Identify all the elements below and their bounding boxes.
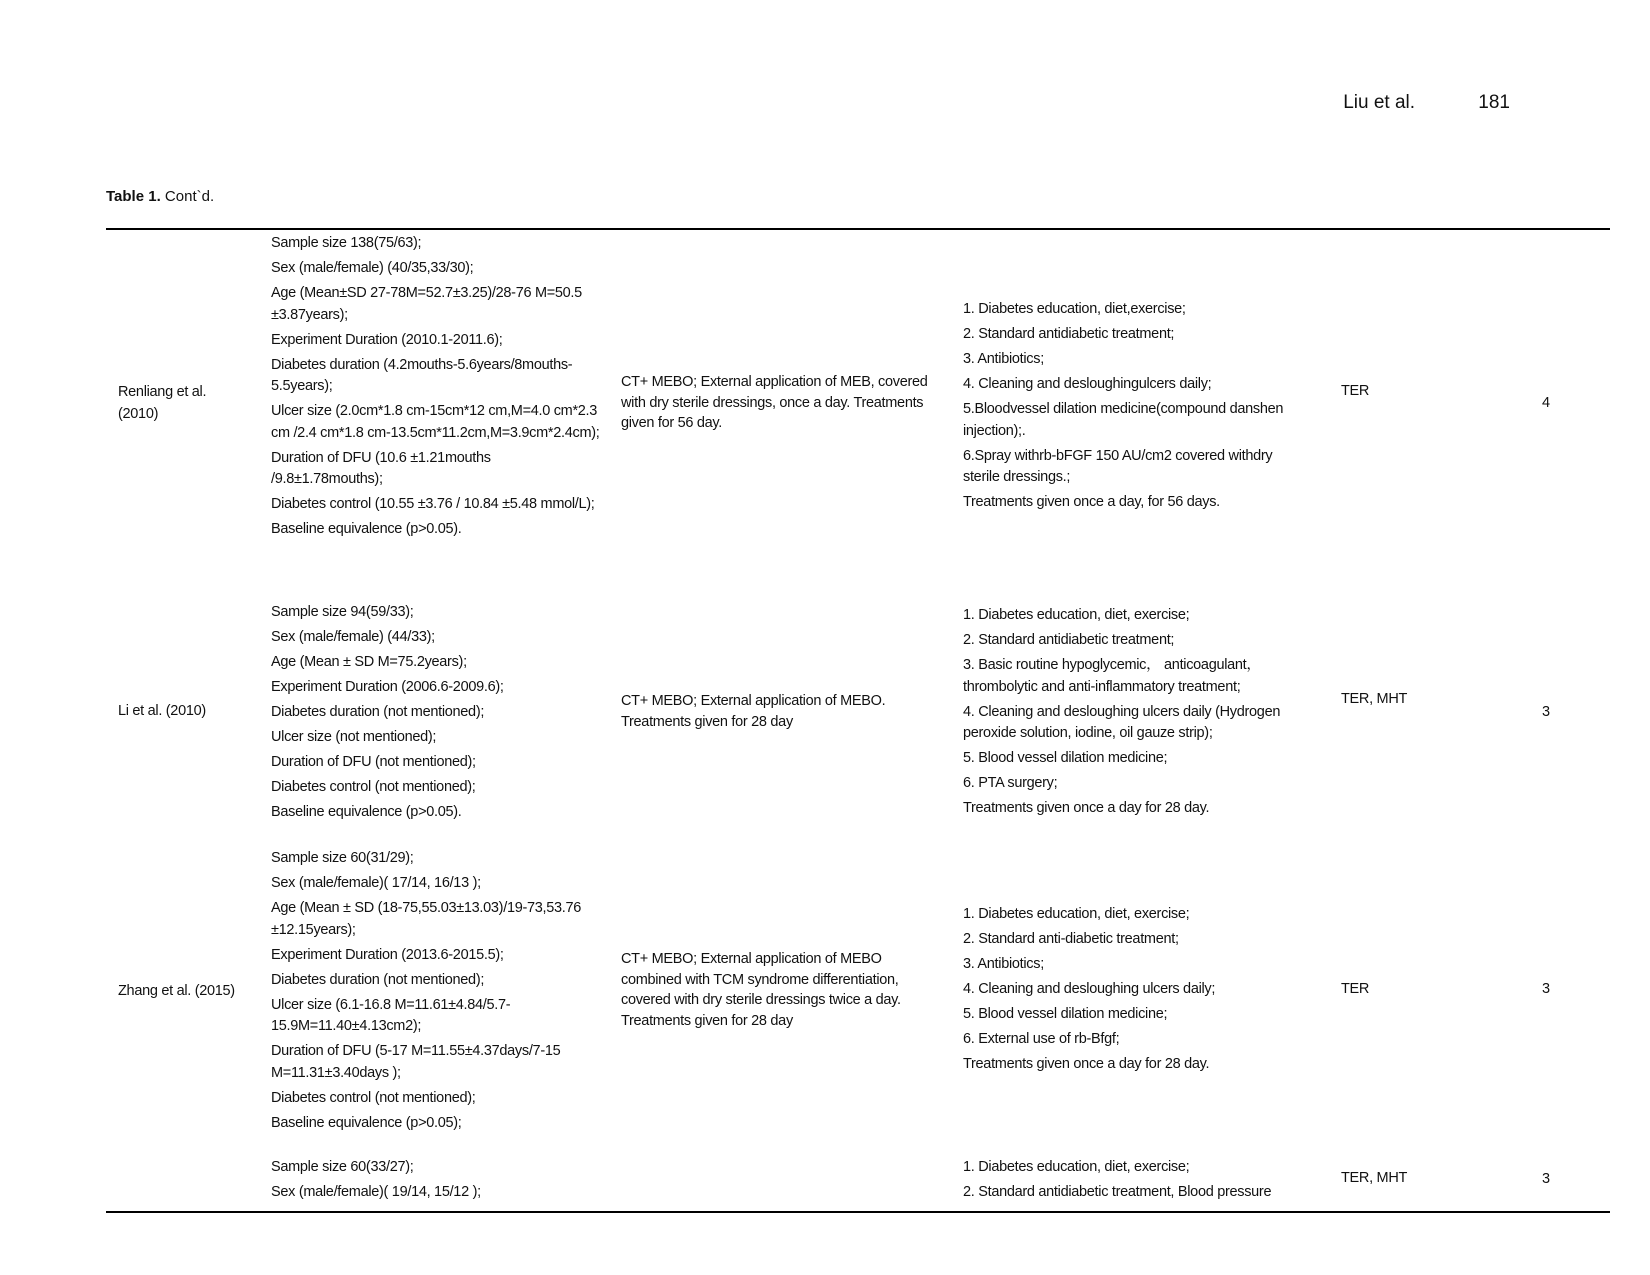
participant-line: Baseline equivalence (p>0.05); [271, 1114, 462, 1131]
participant-line: Age (Mean ± SD (18-75,55.03±13.03)/19-73,53.76 ±12.15years); [271, 900, 582, 938]
control-line: 5.Bloodvessel dilation medicine(compound danshen injection);. [963, 401, 1284, 439]
control-line: 4. Cleaning and desloughing ulcers daily; [963, 981, 1216, 997]
participant-line: Sex (male/female) (44/33); [271, 629, 435, 645]
participant-line: Baseline equivalence (p>0.05). [271, 521, 462, 537]
control-line: 1. Diabetes education, diet, exercise; [963, 607, 1190, 623]
participant-line: Diabetes duration (not mentioned); [271, 971, 485, 988]
table-caption-label: Table 1. [106, 188, 161, 205]
experimental-cell: CT+ MEBO; External application of MEB, covered with dry sterile dressings, once a day. Treatments given for 56 day. [621, 374, 928, 431]
table-caption-text: Cont`d. [164, 188, 215, 205]
outcome-cell: TER, MHT [1341, 691, 1408, 707]
participant-line: Sex (male/female)( 19/14, 15/12 ); [271, 1184, 481, 1200]
score-cell: 3 [1542, 704, 1550, 720]
control-line: 2. Standard antidiabetic treatment; [963, 326, 1175, 342]
control-line: 6. PTA surgery; [963, 775, 1058, 791]
control-cell [963, 904, 1303, 1079]
participant-line: Sex (male/female)( 17/14, 16/13 ); [271, 875, 481, 891]
table-caption [106, 188, 214, 205]
participant-line: Age (Mean±SD 27-78M=52.7±3.25)/28-76 M=50.5 ±3.87years); [271, 285, 582, 323]
control-cell [963, 1157, 1303, 1207]
control-line: Treatments given once a day for 28 day. [963, 800, 1210, 816]
score-cell: 3 [1542, 1171, 1550, 1187]
participant-line: Experiment Duration (2006.6-2009.6); [271, 679, 504, 695]
control-line: 3. Antibiotics; [963, 956, 1044, 972]
control-cell [963, 299, 1303, 517]
participant-line: Duration of DFU (not mentioned); [271, 754, 476, 770]
control-line: 4. Cleaning and desloughing ulcers daily (Hydrogen peroxide solution, iodine, oil gauze strip); [963, 703, 1281, 741]
participants-cell [271, 602, 601, 827]
control-line: Treatments given once a day, for 56 days. [963, 494, 1220, 510]
control-line: 1. Diabetes education, diet, exercise; [963, 906, 1190, 922]
participant-line: Duration of DFU (10.6 ±1.21mouths /9.8±1.78mouths); [271, 449, 491, 487]
outcome-cell: TER [1341, 981, 1370, 997]
control-line: 2. Standard antidiabetic treatment, Blood pressure [963, 1184, 1272, 1200]
control-line: 2. Standard anti-diabetic treatment; [963, 931, 1179, 947]
participant-line: Diabetes duration (4.2mouths-5.6years/8mouths-5.5years); [271, 356, 573, 394]
experimental-cell: CT+ MEBO; External application of MEBO. Treatments given for 28 day [621, 693, 886, 730]
outcome-cell: TER [1341, 383, 1370, 399]
participant-line: Diabetes duration (not mentioned); [271, 704, 485, 720]
control-line: 1. Diabetes education, diet, exercise; [963, 1159, 1190, 1175]
control-line: 1. Diabetes education, diet,exercise; [963, 301, 1186, 317]
participant-line: Experiment Duration (2013.6-2015.5); [271, 946, 504, 963]
outcome-cell: TER, MHT [1341, 1170, 1408, 1186]
participant-line: Diabetes control (not mentioned); [271, 1089, 476, 1106]
participant-line: Sample size 60(33/27); [271, 1159, 414, 1175]
participant-line: Sample size 94(59/33); [271, 604, 414, 620]
control-line: 6. External use of rb-Bfgf; [963, 1031, 1120, 1047]
score-cell: 4 [1542, 395, 1550, 411]
participants-cell [271, 848, 601, 1138]
control-line: 5. Blood vessel dilation medicine; [963, 750, 1168, 766]
experimental-cell: CT+ MEBO; External application of MEBO combined with TCM syndrome differentiation, covered with dry sterile dressings twice a day. Treatments given for 28 day [621, 951, 901, 1029]
participant-line: Sample size 60(31/29); [271, 850, 414, 866]
control-line: Treatments given once a day for 28 day. [963, 1056, 1210, 1072]
study-cell: Zhang et al. (2015) [118, 983, 235, 999]
participant-line: Experiment Duration (2010.1-2011.6); [271, 331, 503, 348]
control-line: 4. Cleaning and desloughingulcers daily; [963, 376, 1212, 392]
participants-cell [271, 233, 601, 544]
page-number: 181 [1478, 92, 1510, 113]
table-top-rule [106, 228, 1610, 230]
participant-line: Diabetes control (10.55 ±3.76 / 10.84 ±5.48 mmol/L); [271, 496, 595, 512]
participant-line: Ulcer size (2.0cm*1.8 cm-15cm*12 cm,M=4.0 cm*2.3 cm /2.4 cm*1.8 cm-13.5cm*11.2cm,M=3.9cm*2.4cm); [271, 403, 600, 441]
study-cell: Li et al. (2010) [118, 703, 206, 719]
control-line: 3. Antibiotics; [963, 351, 1044, 367]
participant-line: Ulcer size (not mentioned); [271, 729, 437, 745]
score-cell: 3 [1542, 981, 1550, 997]
running-head-author: Liu et al. [1343, 92, 1416, 113]
participant-line: Baseline equivalence (p>0.05). [271, 804, 462, 820]
participants-cell [271, 1157, 601, 1207]
participant-line: Sex (male/female) (40/35,33/30); [271, 260, 474, 276]
control-line: 2. Standard antidiabetic treatment; [963, 632, 1175, 648]
control-line: 6.Spray withrb-bFGF 150 AU/cm2 covered withdry sterile dressings.; [963, 447, 1273, 485]
study-cell: Renliang et al. (2010) [118, 384, 207, 422]
running-head [1343, 92, 1510, 114]
participant-line: Sample size 138(75/63); [271, 235, 422, 251]
control-line: 3. Basic routine hypoglycemic， anticoagulant，thrombolytic and anti-inflammatory treatment; [963, 657, 1261, 695]
table-bottom-rule [106, 1211, 1610, 1213]
control-line: 5. Blood vessel dilation medicine; [963, 1006, 1168, 1022]
participant-line: Diabetes control (not mentioned); [271, 779, 476, 795]
participant-line: Duration of DFU (5-17 M=11.55±4.37days/7-15 M=11.31±3.40days ); [271, 1043, 561, 1081]
participant-line: Ulcer size (6.1-16.8 M=11.61±4.84/5.7-15.9M=11.40±4.13cm2); [271, 996, 511, 1034]
participant-line: Age (Mean ± SD M=75.2years); [271, 654, 467, 670]
control-cell [963, 605, 1303, 823]
